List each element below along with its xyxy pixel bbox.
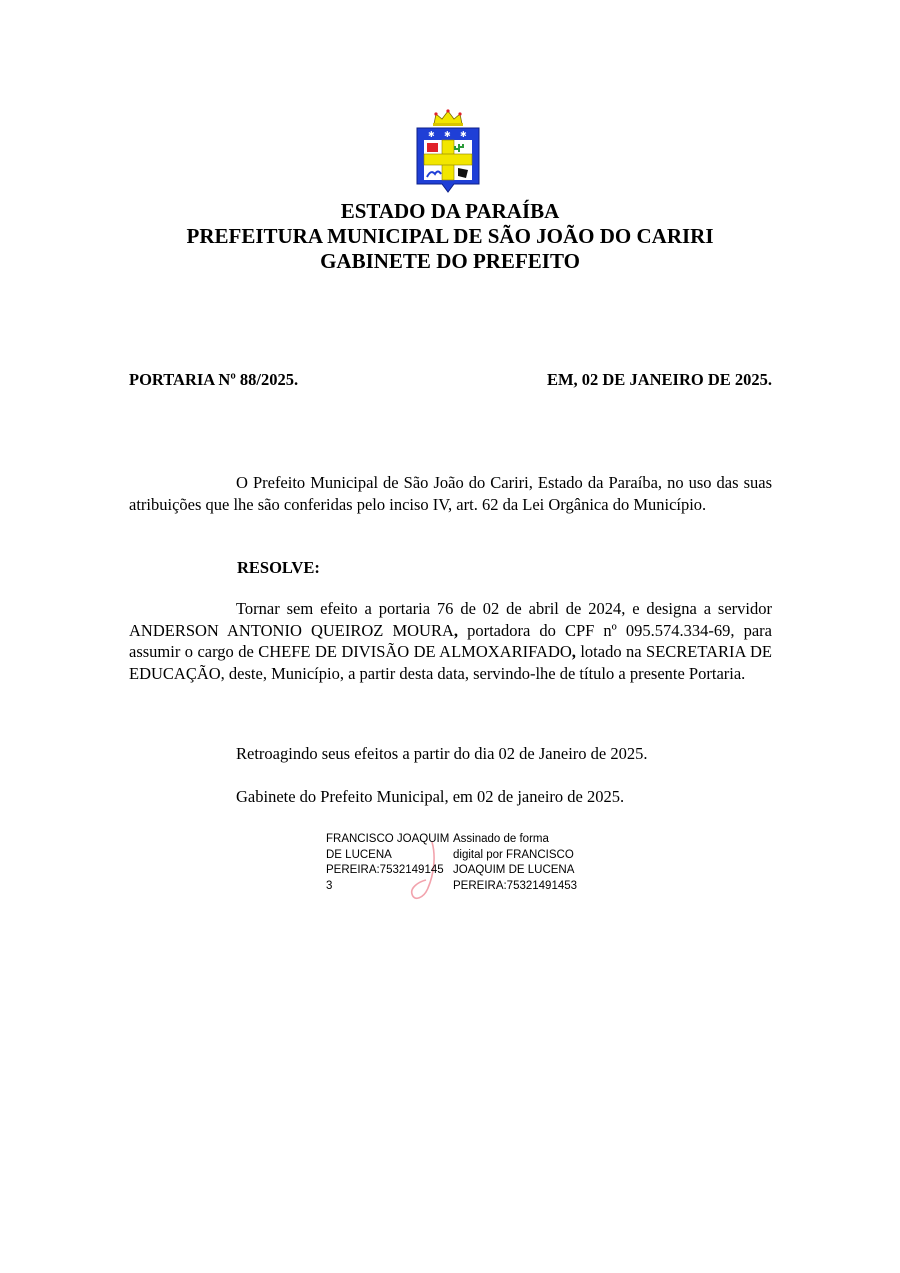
main-text-part3: lotado na SECRETARIA DE EDUCAÇÃO, deste, Município, a partir desta data, servindo-lhe de título a presente Portaria.	[129, 642, 772, 683]
svg-text:✱: ✱	[428, 130, 435, 139]
statement-line: digital por FRANCISCO	[453, 848, 574, 861]
header-office: GABINETE DO PREFEITO	[320, 249, 580, 273]
municipal-coat-of-arms-icon	[414, 108, 482, 194]
main-comma-1: ,	[453, 620, 458, 640]
header-state: ESTADO DA PARAÍBA	[340, 199, 560, 223]
signer-line: PEREIRA:7532149145	[326, 864, 444, 876]
svg-text:✱: ✱	[460, 130, 467, 139]
signer-line: FRANCISCO JOAQUIM	[326, 833, 450, 845]
document-header	[0, 199, 900, 274]
statement-line: Assinado de forma	[453, 833, 549, 845]
statement-line: PEREIRA:75321491453	[453, 879, 578, 892]
statement-line: JOAQUIM DE LUCENA	[453, 864, 575, 876]
signer-line: DE LUCENA	[326, 848, 392, 861]
closing-line: Gabinete do Prefeito Municipal, em 02 de janeiro de 2025.	[236, 787, 625, 806]
signer-name-block	[326, 832, 454, 894]
portaria-date: EM, 02 DE JANEIRO DE 2025.	[546, 370, 772, 389]
main-paragraph	[129, 598, 772, 684]
retroactive-clause: Retroagindo seus efeitos a partir do dia 02 de Janeiro de 2025.	[236, 744, 648, 763]
main-comma-2: ,	[571, 642, 576, 661]
portaria-number: PORTARIA Nº 88/2025.	[129, 370, 299, 389]
intro-text: O Prefeito Municipal de São João do Cariri, Estado da Paraíba, no uso das suas atribuições que lhe são conferidas pelo inciso IV, art. 62 da Lei Orgânica do Município.	[129, 473, 772, 514]
main-text-part2: portadora do CPF nº 095.574.334-69, para assumir o cargo de CHEFE DE DIVISÃO DE ALMOXARIFADO	[129, 620, 772, 661]
header-municipality: PREFEITURA MUNICIPAL DE SÃO JOÃO DO CARIRI	[186, 224, 714, 248]
signature-statement-block	[453, 832, 593, 894]
digital-signature	[326, 832, 586, 904]
intro-paragraph	[129, 472, 772, 515]
resolve-heading: RESOLVE:	[237, 558, 320, 577]
svg-text:✱: ✱	[444, 130, 451, 139]
main-text-part1: Tornar sem efeito a portaria 76 de 02 de abril de 2024, e designa a servidor ANDERSON ANTONIO QUEIROZ MOURA	[129, 599, 772, 640]
signer-line: 3	[326, 879, 333, 892]
